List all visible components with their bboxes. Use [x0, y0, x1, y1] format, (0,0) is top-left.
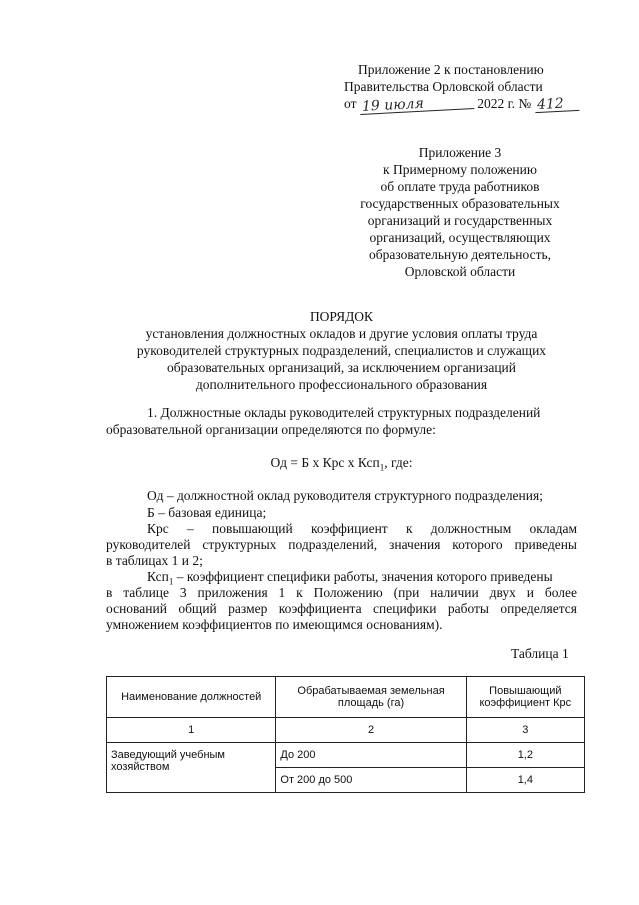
title-line-2: руководителей структурных подразделений, специалистов и служащих: [136, 343, 547, 358]
column-number: 2: [276, 718, 466, 743]
title-line-3: образовательных организаций, за исключением организаций: [166, 360, 517, 375]
appendix3-line-3: об оплате труда работников: [380, 179, 540, 194]
title-line-1: установления должностных окладов и другие условия оплаты труда: [145, 326, 538, 341]
definition-ksp-line-1: Ксп$_1$ – коэффициент специфики работы, значения которого приведены: [147, 569, 553, 587]
handwritten-number: 412: [534, 96, 579, 113]
coefficient-table: [106, 676, 585, 793]
definition-ksp-line-4: умножением коэффициентов по имеющимся основаниям).: [106, 617, 443, 632]
appendix3-line-8: Орловской области: [404, 264, 516, 279]
table-caption: Таблица 1: [511, 646, 569, 661]
header-position: Наименование должностей: [107, 677, 276, 718]
year-suffix: 2022 г. №: [477, 96, 532, 111]
definition-ksp-line-3: оснований общий размер коэффициента специфики работы определяется: [106, 601, 577, 616]
definition-krs-line-2: руководителей структурных подразделений, значения которого приведены: [106, 537, 577, 552]
header-coefficient: Повышающий коэффициент Крс: [466, 677, 584, 718]
definition-krs-line-1: Крс – повышающий коэффициент к должностным окладам: [147, 521, 577, 536]
appendix3-line-1: Приложение 3: [418, 145, 502, 160]
header-area: Обрабатываемая земельная площадь (га): [276, 677, 466, 718]
para1-line-2: образовательной организации определяются по формуле:: [106, 422, 436, 437]
appendix3-line-5: организаций и государственных: [367, 213, 553, 228]
definition-od: Од – должностной оклад руководителя структурного подразделения;: [147, 488, 543, 503]
cell-coefficient: 1,4: [466, 768, 584, 793]
definition-b: Б – базовая единица;: [147, 505, 267, 520]
para1-line-1: 1. Должностные оклады руководителей структурных подразделений: [147, 405, 541, 420]
document-title: ПОРЯДОК: [309, 309, 374, 324]
formula: Од = Б х Крс х Ксп$_1$, где:: [270, 455, 413, 473]
handwritten-date: 19 июля: [360, 94, 475, 115]
cell-area: От 200 до 500: [276, 768, 466, 793]
title-line-4: дополнительного профессионального образования: [195, 377, 488, 392]
table-column-numbers-row: [107, 718, 585, 743]
appendix3-line-6: организаций, осуществляющих: [369, 230, 551, 245]
date-prefix: от: [344, 96, 357, 111]
cell-coefficient: 1,2: [466, 743, 584, 768]
appendix-line-2: Правительства Орловской области: [344, 79, 543, 94]
definition-ksp-line-2: в таблице 3 приложения 1 к Положению (при наличии двух и более: [106, 585, 577, 600]
appendix-line-1: Приложение 2 к постановлению: [358, 62, 544, 77]
appendix-date-line: [344, 95, 579, 115]
definition-krs-line-3: в таблицах 1 и 2;: [106, 553, 203, 568]
column-number: 3: [466, 718, 584, 743]
table-header-row: [107, 677, 585, 718]
appendix3-line-4: государственных образовательных: [360, 196, 560, 211]
cell-area: До 200: [276, 743, 466, 768]
column-number: 1: [107, 718, 276, 743]
appendix3-line-7: образовательную деятельность,: [368, 247, 551, 262]
appendix3-line-2: к Примерному положению: [383, 162, 537, 177]
cell-position: Заведующий учебным хозяйством: [107, 743, 276, 793]
table-row: [107, 743, 585, 768]
